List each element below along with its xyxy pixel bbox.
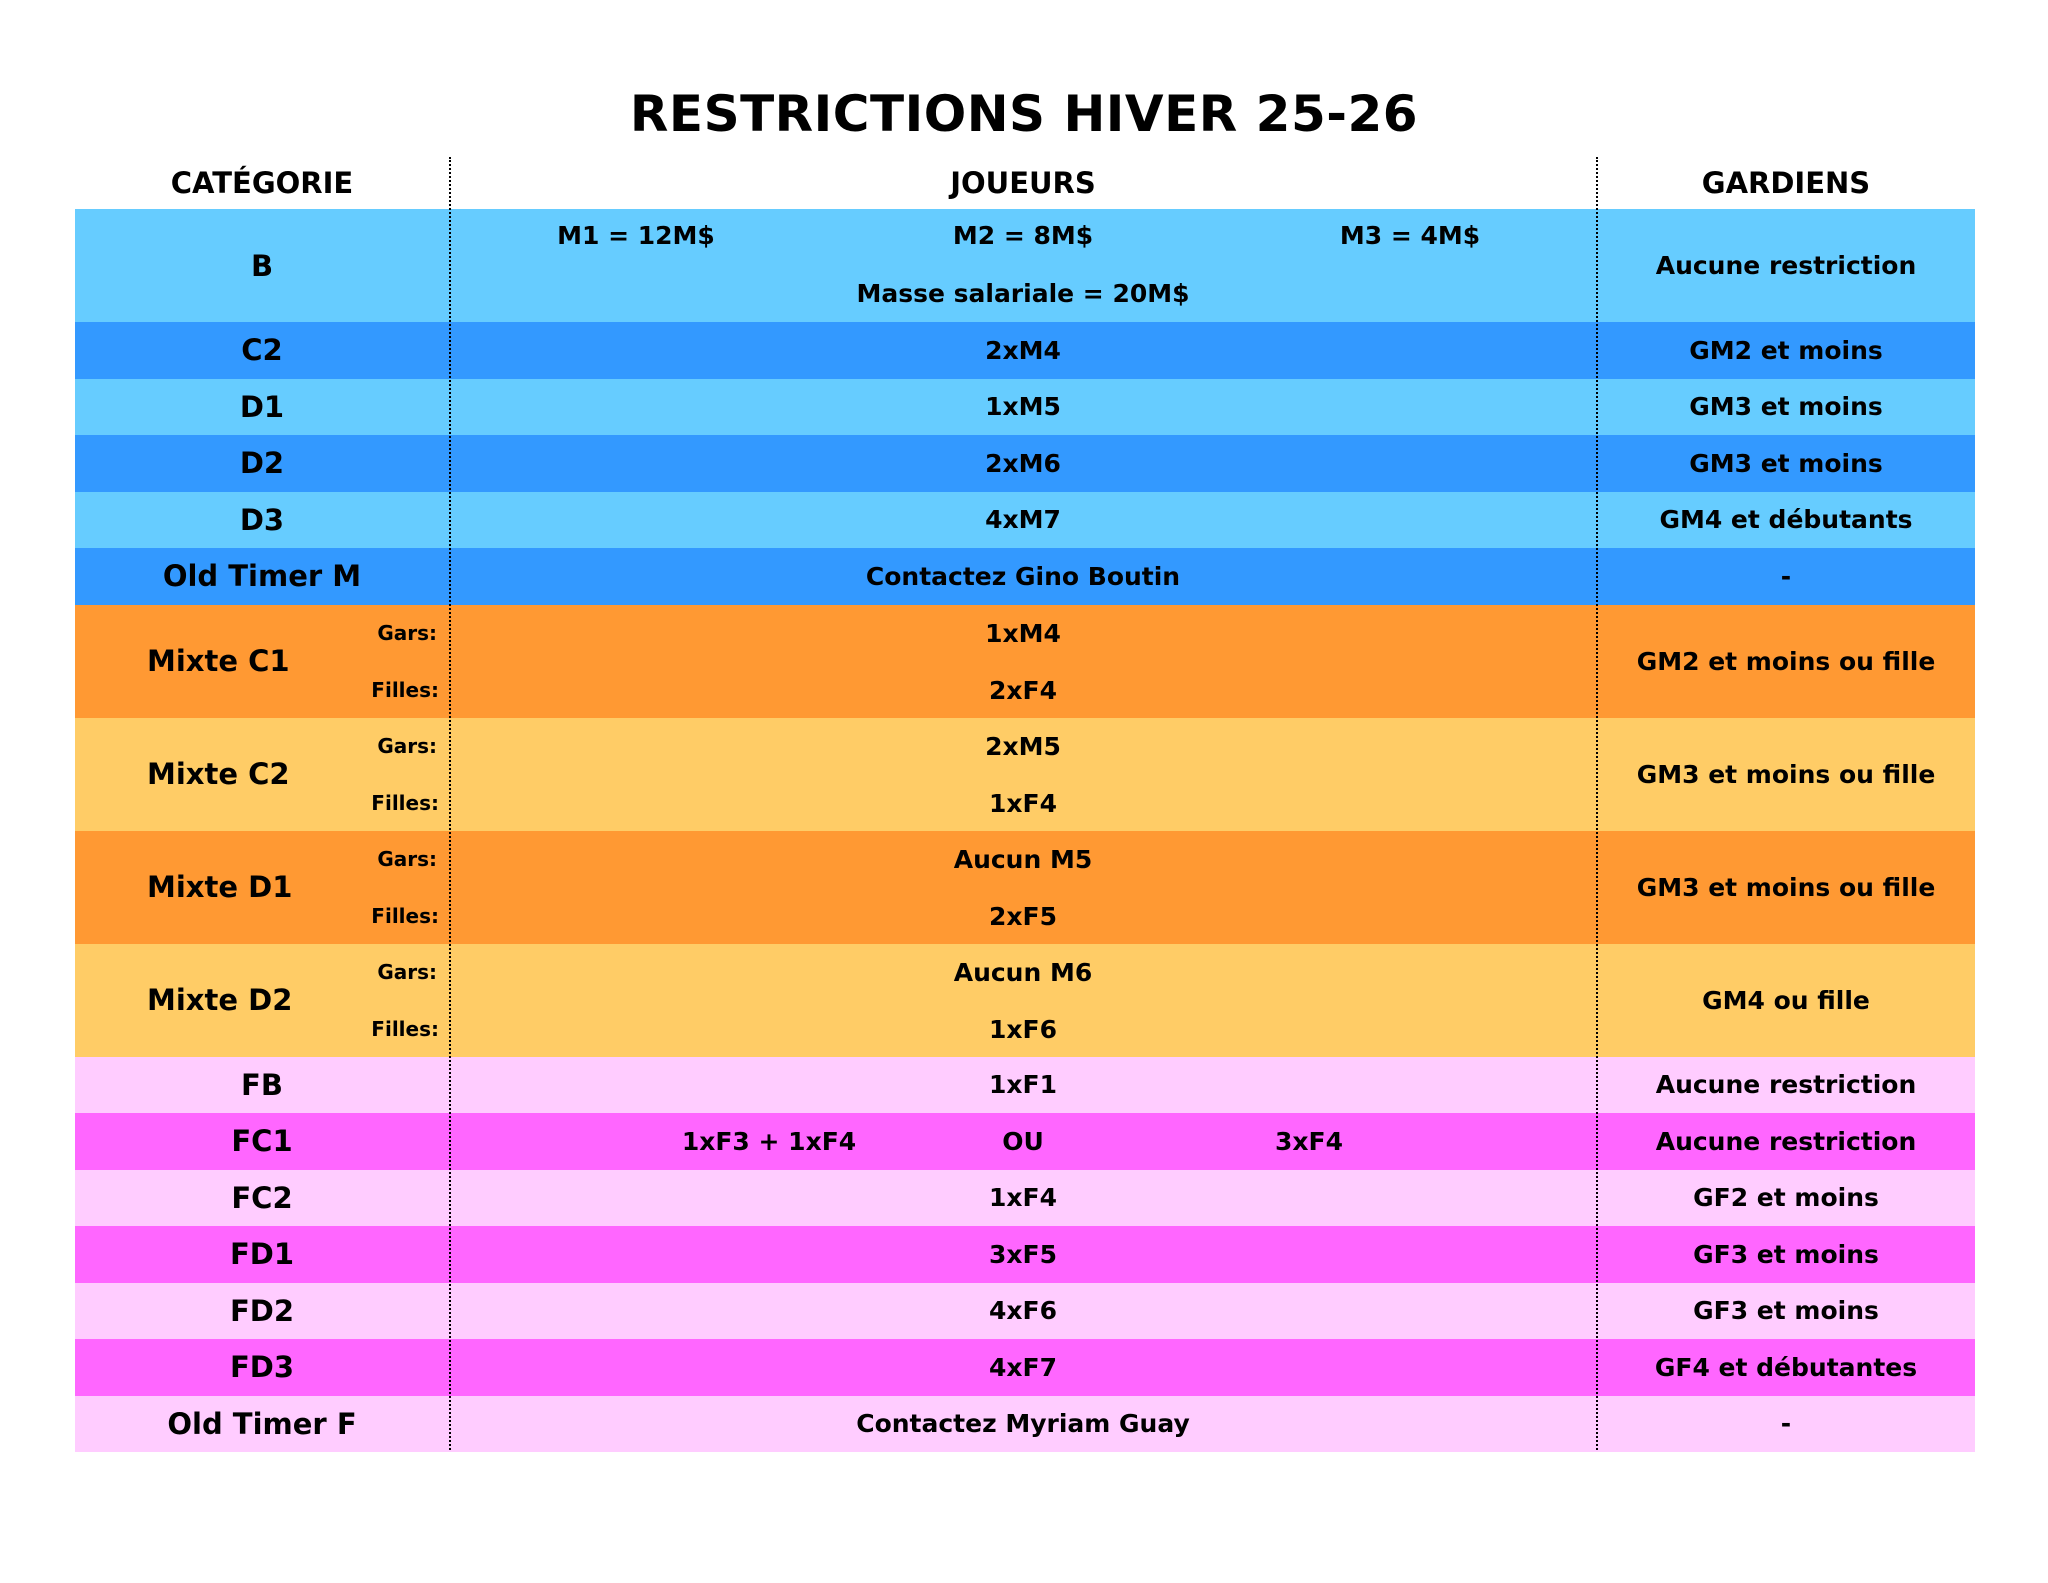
masse-salariale: Masse salariale = 20M$: [856, 279, 1190, 308]
goalie-cell: GM2 et moins: [1689, 335, 1883, 365]
players-cell: [449, 831, 1597, 944]
goalie-cell: Aucune restriction: [1655, 1070, 1917, 1100]
players-cell: [449, 605, 1597, 718]
table-row-d1: [75, 379, 1975, 436]
category-cell: FD1: [229, 1237, 295, 1272]
category-cell: [75, 944, 449, 1057]
gars-value: 2xM5: [985, 731, 1061, 761]
table-row-fd3: [75, 1339, 1975, 1396]
goalie-cell: GM3 et moins ou fille: [1636, 872, 1936, 902]
players-cell: Contactez Myriam Guay: [856, 1409, 1190, 1439]
category-cell: [75, 718, 449, 831]
category-cell: FD3: [229, 1350, 295, 1385]
players-cell: [449, 209, 1597, 322]
m3-value: M3 = 4M$: [1339, 221, 1481, 250]
gars-label: Gars:: [377, 846, 437, 871]
filles-value: 1xF6: [989, 1014, 1057, 1044]
header-joueurs: JOUEURS: [950, 166, 1096, 200]
goalie-cell: GM4 et débutants: [1659, 505, 1913, 535]
category-label: Mixte C1: [147, 644, 290, 678]
category-cell: [75, 831, 449, 944]
header-gardiens: GARDIENS: [1701, 166, 1871, 200]
option-1: 1xF3 + 1xF4: [681, 1126, 857, 1156]
gars-value: Aucun M5: [953, 844, 1093, 874]
players-cell: 1xF4: [989, 1183, 1057, 1213]
category-cell: [75, 605, 449, 718]
table-row-fb: [75, 1057, 1975, 1114]
filles-value: 1xF4: [989, 788, 1057, 818]
filles-label: Filles:: [371, 677, 439, 702]
table-row-d3: [75, 492, 1975, 549]
category-label: Mixte D1: [147, 870, 293, 904]
table-header: [75, 157, 1975, 209]
goalie-cell: GF4 et débutantes: [1654, 1352, 1918, 1382]
goalie-cell: Aucune restriction: [1655, 1126, 1917, 1156]
header-categorie: CATÉGORIE: [170, 166, 354, 200]
goalie-cell: GF3 et moins: [1693, 1296, 1879, 1326]
players-cell: Contactez Gino Boutin: [865, 561, 1181, 591]
table-row-fc2: [75, 1170, 1975, 1227]
players-cell: 1xF1: [989, 1070, 1057, 1100]
players-cell: [449, 944, 1597, 1057]
filles-value: 2xF4: [989, 675, 1057, 705]
goalie-cell: GM2 et moins ou fille: [1636, 646, 1936, 676]
table-row-old-timer-f: [75, 1396, 1975, 1453]
m1-value: M1 = 12M$: [557, 221, 715, 250]
players-cell: 2xM6: [985, 448, 1061, 478]
category-cell: FB: [241, 1067, 283, 1102]
category-cell: FC2: [231, 1180, 293, 1215]
goalie-cell: GM3 et moins ou fille: [1636, 759, 1936, 789]
category-label: Mixte C2: [147, 757, 290, 791]
table-row-d2: [75, 435, 1975, 492]
players-cell: [449, 718, 1597, 831]
category-cell: D3: [239, 502, 285, 537]
category-cell: FD2: [229, 1293, 295, 1328]
table-row-mixte-d1: [75, 831, 1975, 944]
gars-label: Gars:: [377, 959, 437, 984]
players-cell: 1xM5: [985, 392, 1061, 422]
column-divider-right: [1596, 157, 1598, 1450]
goalie-cell: GM4 ou fille: [1702, 985, 1870, 1015]
category-cell: Old Timer F: [167, 1406, 357, 1441]
page-title: RESTRICTIONS HIVER 25-26: [629, 85, 1419, 143]
players-cell: 3xF5: [989, 1239, 1057, 1269]
table-row-fc1: [75, 1113, 1975, 1170]
category-cell: D2: [239, 446, 285, 481]
category-cell: C2: [241, 333, 283, 368]
category-cell: B: [250, 248, 274, 283]
or-separator: OU: [1002, 1126, 1044, 1156]
gars-value: 1xM4: [985, 618, 1061, 648]
category-cell: D1: [239, 389, 285, 424]
players-cell: 4xF7: [989, 1352, 1057, 1382]
players-cell: [449, 1113, 1597, 1170]
column-divider-left: [449, 157, 451, 1450]
restrictions-table: [75, 209, 1975, 1452]
table-row-mixte-c2: [75, 718, 1975, 831]
table-row-fd1: [75, 1226, 1975, 1283]
players-cell: 4xF6: [989, 1296, 1057, 1326]
gars-label: Gars:: [377, 733, 437, 758]
table-row-b: [75, 209, 1975, 322]
table-row-fd2: [75, 1283, 1975, 1340]
option-2: 3xF4: [1275, 1126, 1343, 1156]
m2-value: M2 = 8M$: [952, 221, 1094, 250]
goalie-cell: -: [1780, 1409, 1792, 1439]
goalie-cell: Aucune restriction: [1655, 251, 1917, 280]
goalie-cell: GM3 et moins: [1689, 392, 1883, 422]
gars-value: Aucun M6: [953, 957, 1093, 987]
category-cell: FC1: [231, 1124, 293, 1159]
table-row-old-timer-m: [75, 548, 1975, 605]
goalie-cell: GF3 et moins: [1693, 1239, 1879, 1269]
players-cell: 2xM4: [985, 335, 1061, 365]
category-label: Mixte D2: [147, 983, 293, 1017]
filles-label: Filles:: [371, 790, 439, 815]
table-row-mixte-c1: [75, 605, 1975, 718]
players-cell: 4xM7: [985, 505, 1061, 535]
table-row-mixte-d2: [75, 944, 1975, 1057]
goalie-cell: GM3 et moins: [1689, 448, 1883, 478]
filles-value: 2xF5: [989, 901, 1057, 931]
gars-label: Gars:: [377, 620, 437, 645]
goalie-cell: GF2 et moins: [1693, 1183, 1879, 1213]
goalie-cell: -: [1780, 561, 1792, 591]
category-cell: Old Timer M: [162, 559, 362, 594]
filles-label: Filles:: [371, 903, 439, 928]
filles-label: Filles:: [371, 1016, 439, 1041]
table-row-c2: [75, 322, 1975, 379]
